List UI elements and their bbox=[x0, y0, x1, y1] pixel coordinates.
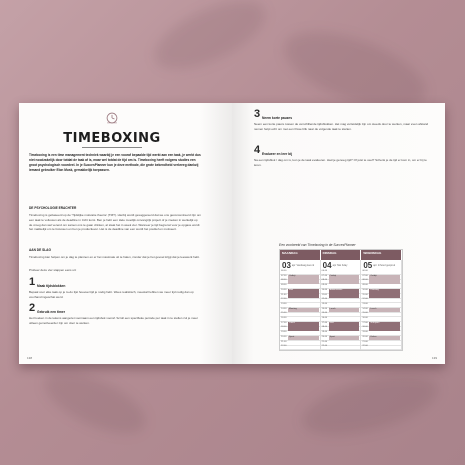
planner-time-row: 12:00 bbox=[321, 298, 361, 303]
planner-time-row: 07:00 bbox=[361, 275, 401, 280]
step-1-label: Maak tijdsblokken bbox=[37, 284, 66, 288]
planner-timebox-block: Ontbijt bbox=[329, 275, 360, 284]
planner-time-row: 09:00 bbox=[280, 284, 320, 289]
planner-time-row: 13:00 bbox=[280, 303, 320, 308]
section-heading-start: AAN DE SLAG bbox=[29, 248, 51, 252]
planner-timebox-block: Lunch bbox=[288, 322, 319, 331]
planner-timebox-block: Mail bbox=[329, 322, 360, 331]
right-page bbox=[232, 103, 445, 364]
step-1-text: Bepaal voor elke taak op je to-do lijst hoeveel tijd je nodig hebt. Wees realistisch, meestal hebben we meer tijd nodig dan op voorhand ingeschat werd. bbox=[29, 290, 194, 299]
planner-timebox-block: Sport bbox=[329, 336, 360, 341]
try-text: Probeer deze vier stappen eens uit: bbox=[29, 268, 77, 272]
planner-time-row: 07:00 bbox=[280, 275, 320, 280]
planner-day-column bbox=[361, 270, 402, 350]
planner-timebox-block: Lunch bbox=[329, 308, 360, 313]
day-name: DINSDAG bbox=[321, 250, 362, 260]
planner-time-row: 19:00 bbox=[280, 331, 320, 336]
planner-columns bbox=[280, 270, 402, 350]
planner-time-row: 22:00 bbox=[280, 345, 320, 350]
planner-timebox-block: Ontbijt bbox=[288, 275, 319, 284]
day-date bbox=[361, 260, 402, 270]
day-month: apr bbox=[332, 263, 337, 267]
day-note: Inhoud gesprek bbox=[377, 263, 396, 267]
planner-time-row: 21:00 bbox=[280, 341, 320, 346]
step-4-number: 4 bbox=[254, 144, 261, 156]
day-month: apr bbox=[373, 263, 377, 267]
planner-time-row: 18:00 bbox=[321, 326, 361, 331]
planner-time-row: 14:00 bbox=[321, 308, 361, 313]
planner-time-row: 14:00 bbox=[361, 308, 401, 313]
planner-time-row: 20:00 bbox=[361, 336, 401, 341]
planner-time-row: 06:00 bbox=[280, 270, 320, 275]
step-2-label: Gebruik een timer bbox=[37, 310, 66, 314]
step-3-number: 3 bbox=[254, 108, 261, 120]
day-name: MAANDAG bbox=[280, 250, 321, 260]
intro-text: Timeboxing is een time management techniek waarbij je een vooraf bepaalde tijd werkt aan een taak, je werkt dus niet noodzakelijk door totdat de taak af is, maar wel totdat de tijd om is. Timeboxing heeft volgens studies een groot psychologisch voordeel. In je SuccesPlanner kun je deze methode, die grote bekendheid verkreeg dankzij iemand gebruiker Elon Musk, gemakkelijk toepassen. bbox=[29, 153, 201, 172]
planner-time-row: 14:00 bbox=[280, 308, 320, 313]
planner-time-row: 15:00 bbox=[321, 312, 361, 317]
planner-time-row: 13:00 bbox=[321, 303, 361, 308]
day-date bbox=[280, 260, 321, 270]
open-book bbox=[19, 103, 445, 364]
planner-time-row: 22:00 bbox=[361, 345, 401, 350]
planner-time-row: 08:00 bbox=[321, 279, 361, 284]
start-text: Timeboxing kan helpen om je dag te plannen en er het maximale uit te halen, zonder dat je het gevoel krijgt dat je leeswerk hebt. bbox=[29, 255, 200, 259]
planner-time-row: 09:00 bbox=[361, 284, 401, 289]
section-heading-psychology: DE PSYCHOLOGIE ERACHTER bbox=[29, 206, 77, 210]
planner-timebox-block: Lunch bbox=[369, 308, 400, 313]
day-name: WOENSDAG bbox=[361, 250, 402, 260]
step-2-number: 2 bbox=[29, 302, 36, 314]
planner-caption: Een voorbeeld van Timeboxing in de SuccesPlanner bbox=[279, 243, 356, 247]
planner-day-column bbox=[280, 270, 321, 350]
planner-time-row: 13:00 bbox=[361, 303, 401, 308]
planner-timebox-block: Mail bbox=[288, 289, 319, 298]
planner-timebox-block: Koken bbox=[369, 336, 400, 341]
step-4-label: Evalueer en leer bij bbox=[262, 152, 293, 156]
page-number-left: 138 bbox=[27, 356, 33, 360]
planner-time-row: 07:00 bbox=[321, 275, 361, 280]
planner-time-row: 12:00 bbox=[280, 298, 320, 303]
planner-time-row: 21:00 bbox=[321, 341, 361, 346]
step-4-text: Na een tijdsblok / dag om is, kun je de taak evalueren. Had je genoeg tijd? Of juist te veel? Schenk je de tijd er kom in, om er bij te leren. bbox=[254, 158, 427, 167]
planner-timebox-block: Sport bbox=[288, 336, 319, 341]
clock-icon bbox=[105, 111, 119, 125]
day-number: 04 bbox=[322, 260, 332, 270]
planner-time-row: 11:00 bbox=[321, 294, 361, 299]
page-title: TIMEBOXING bbox=[63, 131, 161, 146]
left-page bbox=[19, 103, 232, 364]
day-note: Mei bday bbox=[337, 263, 348, 267]
planner-time-row: 16:00 bbox=[280, 317, 320, 322]
planner-time-row: 17:00 bbox=[280, 322, 320, 327]
planner-time-row: 16:00 bbox=[321, 317, 361, 322]
planner-time-row: 06:00 bbox=[361, 270, 401, 275]
planner-time-row: 11:00 bbox=[361, 294, 401, 299]
step-3-label: Neem korte pauzes bbox=[262, 116, 293, 120]
step-1-number: 1 bbox=[29, 276, 36, 288]
day-note: Vandaag lees ik bbox=[296, 263, 315, 267]
planner-time-row: 21:00 bbox=[361, 341, 401, 346]
step-2-text: Het boeken in de tekens aangezet voornaam een tijdsbok vooraf. Scroll een specifieke periode per taak in te stellen zul je meer uitleen gemotiveerder zijn om door te werken. bbox=[29, 316, 198, 325]
planner-time-row: 15:00 bbox=[361, 312, 401, 317]
planner-time-row: 10:00 bbox=[280, 289, 320, 294]
title-block bbox=[57, 111, 167, 148]
day-month: apr bbox=[291, 263, 296, 267]
planner-time-row: 16:00 bbox=[361, 317, 401, 322]
title-divider bbox=[82, 147, 142, 148]
planner-time-row: 17:00 bbox=[321, 322, 361, 327]
planner-time-row: 19:00 bbox=[321, 331, 361, 336]
day-number: 03 bbox=[282, 260, 291, 270]
planner-time-row: 12:00 bbox=[361, 298, 401, 303]
page-number-right: 139 bbox=[431, 356, 437, 360]
day-date bbox=[321, 260, 362, 270]
planner-time-row: 19:00 bbox=[361, 331, 401, 336]
planner-time-row: 08:00 bbox=[280, 279, 320, 284]
planner-time-row: 18:00 bbox=[361, 326, 401, 331]
planner-time-row: 22:00 bbox=[321, 345, 361, 350]
planner-time-row: 11:00 bbox=[280, 294, 320, 299]
planner-time-row: 20:00 bbox=[280, 336, 320, 341]
planner-timebox-block: Administratie bbox=[329, 289, 360, 298]
psychology-text: Timeboxing is gebaseerd op de 'Tijdslijke motivatie theorie' (TMT). Hierbij wordt gesuggereerd dat we ons geconcentreerd zijn om een taak te voltooien als de deadline in zicht komt. Ben je hebt een Hele moeilijk omvangrijk project of je zoeken in werkelijk op de vroeg dan wel verend om samen ons te gaan drinken, al staat het in week vier. Wanneer je tijd begrenst voor je opgave wordt het makkelijk om te focussen en ben je productiever. Het is de deadline van een wordt het positief en motiveert. bbox=[29, 213, 202, 232]
planner-example bbox=[279, 249, 403, 351]
planner-timebox-block: Schrijven bbox=[369, 322, 400, 331]
planner-time-row: 15:00 bbox=[280, 312, 320, 317]
planner-time-row: 08:00 bbox=[361, 279, 401, 284]
day-number: 05 bbox=[363, 260, 373, 270]
planner-header bbox=[280, 250, 402, 260]
planner-timebox-block: Ontbijt bbox=[369, 275, 400, 284]
planner-time-row: 17:00 bbox=[361, 322, 401, 327]
planner-time-row: 10:00 bbox=[321, 289, 361, 294]
planner-time-row: 10:00 bbox=[361, 289, 401, 294]
planner-timebox-block: Planning bbox=[369, 289, 400, 298]
planner-time-row: 06:00 bbox=[321, 270, 361, 275]
planner-time-row: 18:00 bbox=[280, 326, 320, 331]
planner-time-row: 09:00 bbox=[321, 284, 361, 289]
planner-timebox-block: Meeting bbox=[288, 308, 319, 313]
planner-time-row: 20:00 bbox=[321, 336, 361, 341]
step-3-text: Neem een korte pauze tussen de verschillende tijdsblokken. Het mag verleidelijk zijn om steeds door te werken, maar even afstand nemen helpt echt om met een frisse blik naar de volgende taak te starten. bbox=[254, 122, 429, 131]
planner-dates bbox=[280, 260, 402, 270]
planner-day-column bbox=[321, 270, 362, 350]
